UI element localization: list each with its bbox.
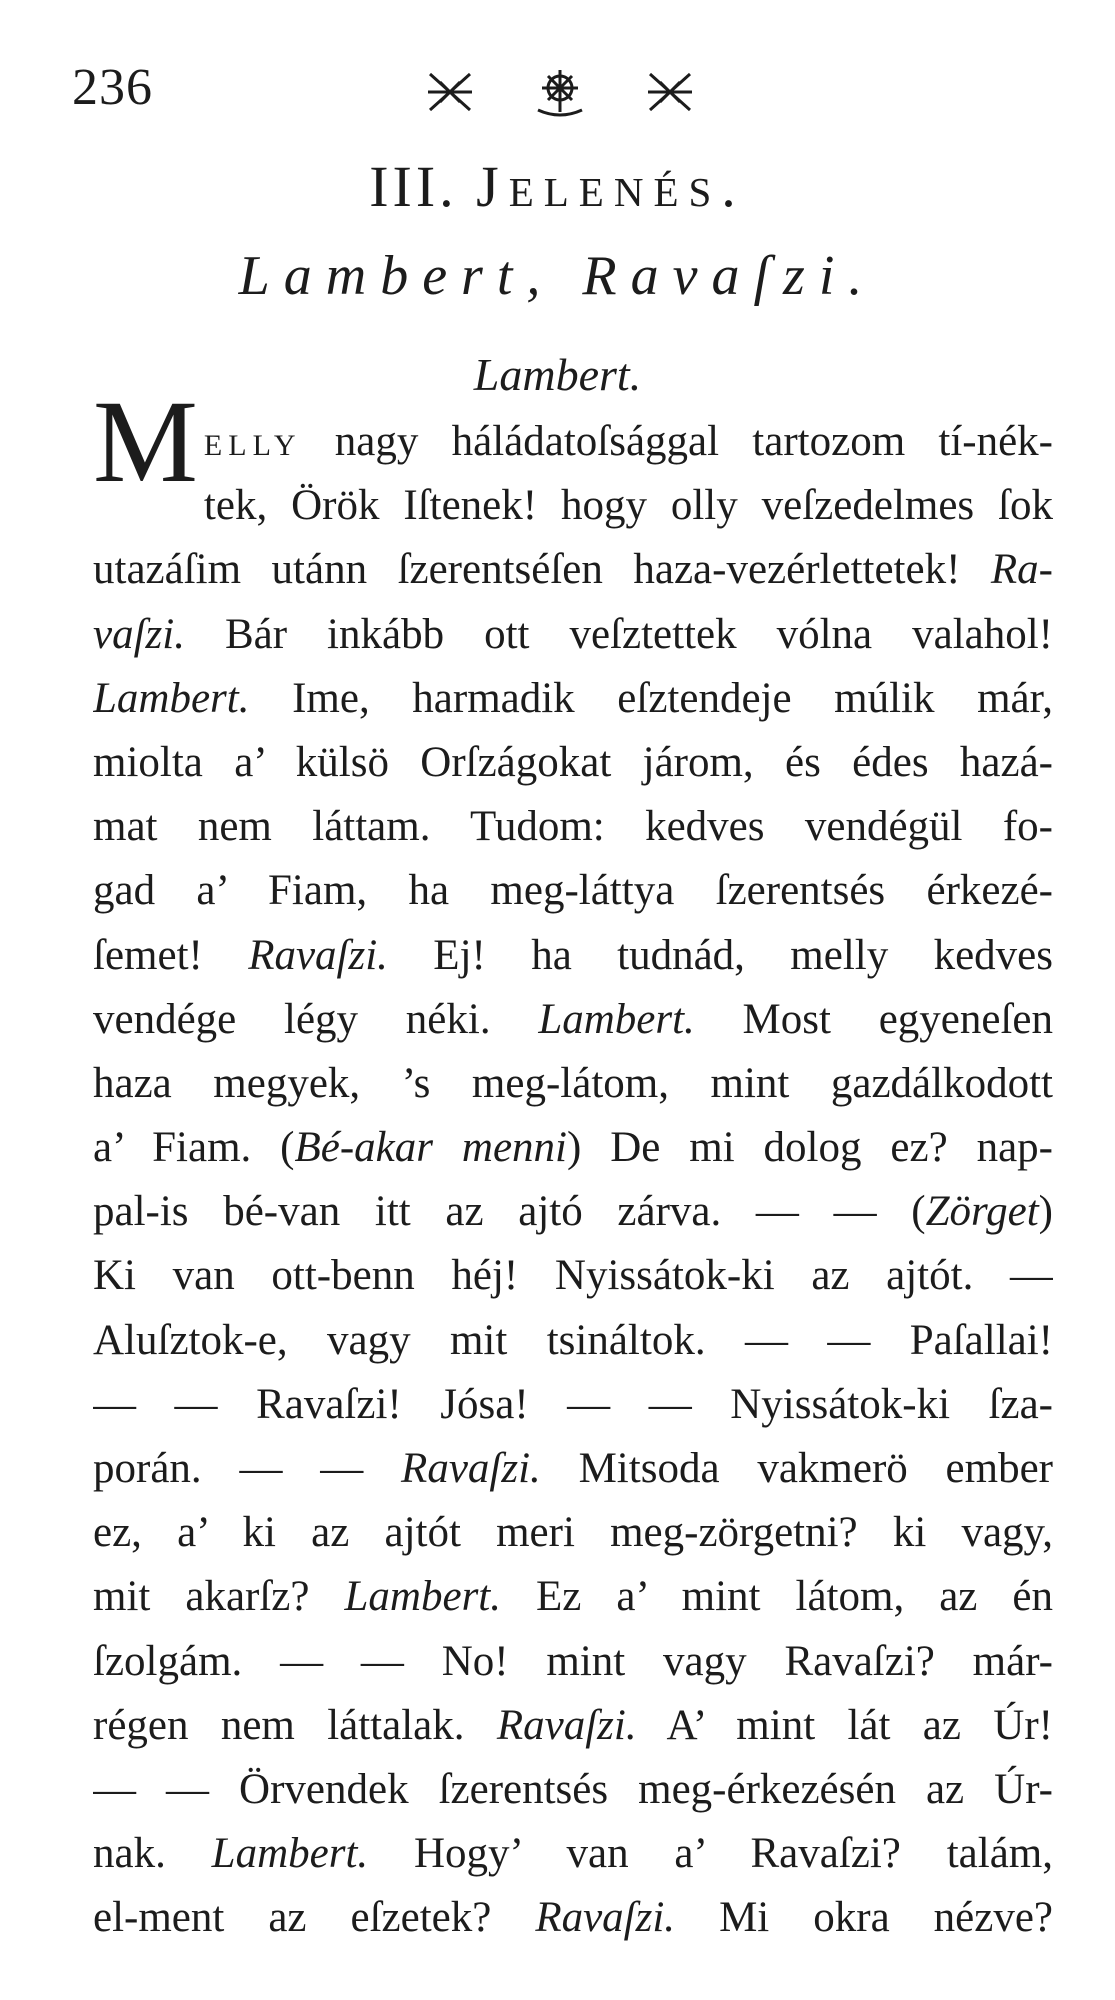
scene-word: Jelenés. xyxy=(476,154,746,219)
line-text: el-ment az eſzetek? xyxy=(93,1894,536,1942)
speaker-name: Lambert. xyxy=(211,1830,369,1878)
opening-small-caps: elly xyxy=(203,418,302,465)
line-text: Ki van ott-benn héj! Nyissátok-ki az ajtót. — xyxy=(93,1252,1053,1300)
line-text: ) xyxy=(1038,1188,1053,1236)
speaker-name: Ravaſzi. xyxy=(535,1894,676,1942)
speaker-name: Zörget xyxy=(925,1188,1039,1236)
text-line xyxy=(93,1052,1053,1116)
line-text: Mitsoda vakmerö ember xyxy=(540,1445,1053,1492)
printers-ornament-icon xyxy=(420,62,700,122)
line-text: nak. xyxy=(93,1830,212,1878)
scene-characters: Lambert, Ravaſzi. xyxy=(238,245,877,307)
speaker-name: vaſzi. xyxy=(93,610,185,658)
speaker-name: Lambert. xyxy=(344,1573,501,1621)
text-line xyxy=(93,1822,1053,1886)
line-text: haza megyek, ’s meg-látom, mint gazdálkodott xyxy=(93,1059,1053,1107)
line-text: — — Ravaſzi! Jósa! — — Nyissátok-ki ſza- xyxy=(93,1380,1053,1428)
line-text: a’ Fiam. ( xyxy=(93,1124,295,1172)
line-text: Ej! ha tudnád, melly kedves xyxy=(387,931,1053,979)
line-text: utazáſim utánn ſzerentséſen haza-vezérlettetek! xyxy=(93,546,991,594)
line-text: Ez a’ mint látom, az én xyxy=(501,1573,1053,1621)
line-text: nagy háládatoſsággal tartozom tí-nék- xyxy=(301,418,1053,465)
line-text: Bár inkább ott veſztettek vólna valahol! xyxy=(184,610,1053,658)
text-lines xyxy=(93,410,1053,1951)
text-line xyxy=(93,731,1053,795)
speaker-name: Ravaſzi. xyxy=(248,931,388,979)
speaker-name: Ra- xyxy=(990,546,1053,594)
text-line xyxy=(93,1116,1053,1180)
scene-number: III. xyxy=(369,154,458,219)
line-text: mit akarſz? xyxy=(93,1573,345,1621)
line-text: Hogy’ van a’ Ravaſzi? talám, xyxy=(368,1830,1053,1878)
text-line xyxy=(93,1758,1053,1822)
text-line xyxy=(204,410,1053,474)
text-line xyxy=(93,603,1053,667)
line-text: vendége légy néki. xyxy=(93,995,539,1043)
line-text: ſzolgám. — — No! mint vagy Ravaſzi? már- xyxy=(93,1637,1053,1685)
text-line xyxy=(93,924,1053,988)
line-text: pal-is bé-van itt az ajtó zárva. — — ( xyxy=(93,1188,926,1236)
dialogue-body xyxy=(93,376,1053,1951)
speaker-name: Lambert. xyxy=(538,995,695,1043)
line-text: Most egyeneſen xyxy=(694,995,1053,1043)
speaker-name: Bé-akar menni xyxy=(294,1124,567,1172)
text-line xyxy=(93,795,1053,859)
scene-heading xyxy=(0,154,1115,219)
text-line xyxy=(93,1630,1053,1694)
text-line xyxy=(93,1437,1053,1501)
line-text: porán. — — xyxy=(93,1445,402,1492)
speaker-name: Lambert. xyxy=(93,674,250,722)
line-text: ) De mi dolog ez? nap- xyxy=(566,1124,1053,1172)
line-text: gad a’ Fiam, ha meg-láttya ſzerentsés érkezé- xyxy=(93,867,1053,915)
first-speaker-label: Lambert. xyxy=(473,349,642,400)
text-line xyxy=(93,1501,1053,1565)
speaker-name: Ravaſzi. xyxy=(496,1701,637,1749)
line-text: Aluſztok-e, vagy mit tsináltok. — — Paſallai! xyxy=(93,1316,1053,1364)
speaker-name: Ravaſzi. xyxy=(401,1445,541,1492)
text-line xyxy=(93,859,1053,923)
line-text: miolta a’ külsö Orſzágokat járom, és édes hazá- xyxy=(93,738,1053,786)
drop-cap: M xyxy=(93,376,198,507)
text-line xyxy=(93,1886,1053,1950)
text-line xyxy=(93,1373,1053,1437)
line-text: Ime, harmadik eſztendeje múlik már, xyxy=(249,674,1053,722)
line-text: — — Örvendek ſzerentsés meg-érkezésén az Úr- xyxy=(93,1765,1053,1813)
text-line xyxy=(93,1180,1053,1244)
line-text: A’ mint lát az Úr! xyxy=(636,1701,1053,1749)
line-text: ez, a’ ki az ajtót meri meg-zörgetni? ki vagy, xyxy=(93,1509,1053,1557)
line-text: régen nem láttalak. xyxy=(93,1701,497,1749)
text-line xyxy=(93,1309,1053,1373)
text-line xyxy=(93,538,1053,602)
text-line xyxy=(204,474,1053,538)
line-text: tek, Örök Iſtenek! hogy olly veſzedelmes ſok xyxy=(203,482,1053,530)
opening-lines xyxy=(93,376,1053,1951)
line-text: ſemet! xyxy=(93,931,249,979)
page-number: 236 xyxy=(72,59,153,116)
text-line xyxy=(93,667,1053,731)
text-line xyxy=(93,1694,1053,1758)
text-line xyxy=(93,988,1053,1052)
text-line xyxy=(93,1244,1053,1308)
line-text: Mi okra nézve? xyxy=(675,1894,1053,1942)
line-text: mat nem láttam. Tudom: kedves vendégül fo- xyxy=(93,803,1053,851)
text-line xyxy=(93,1565,1053,1629)
